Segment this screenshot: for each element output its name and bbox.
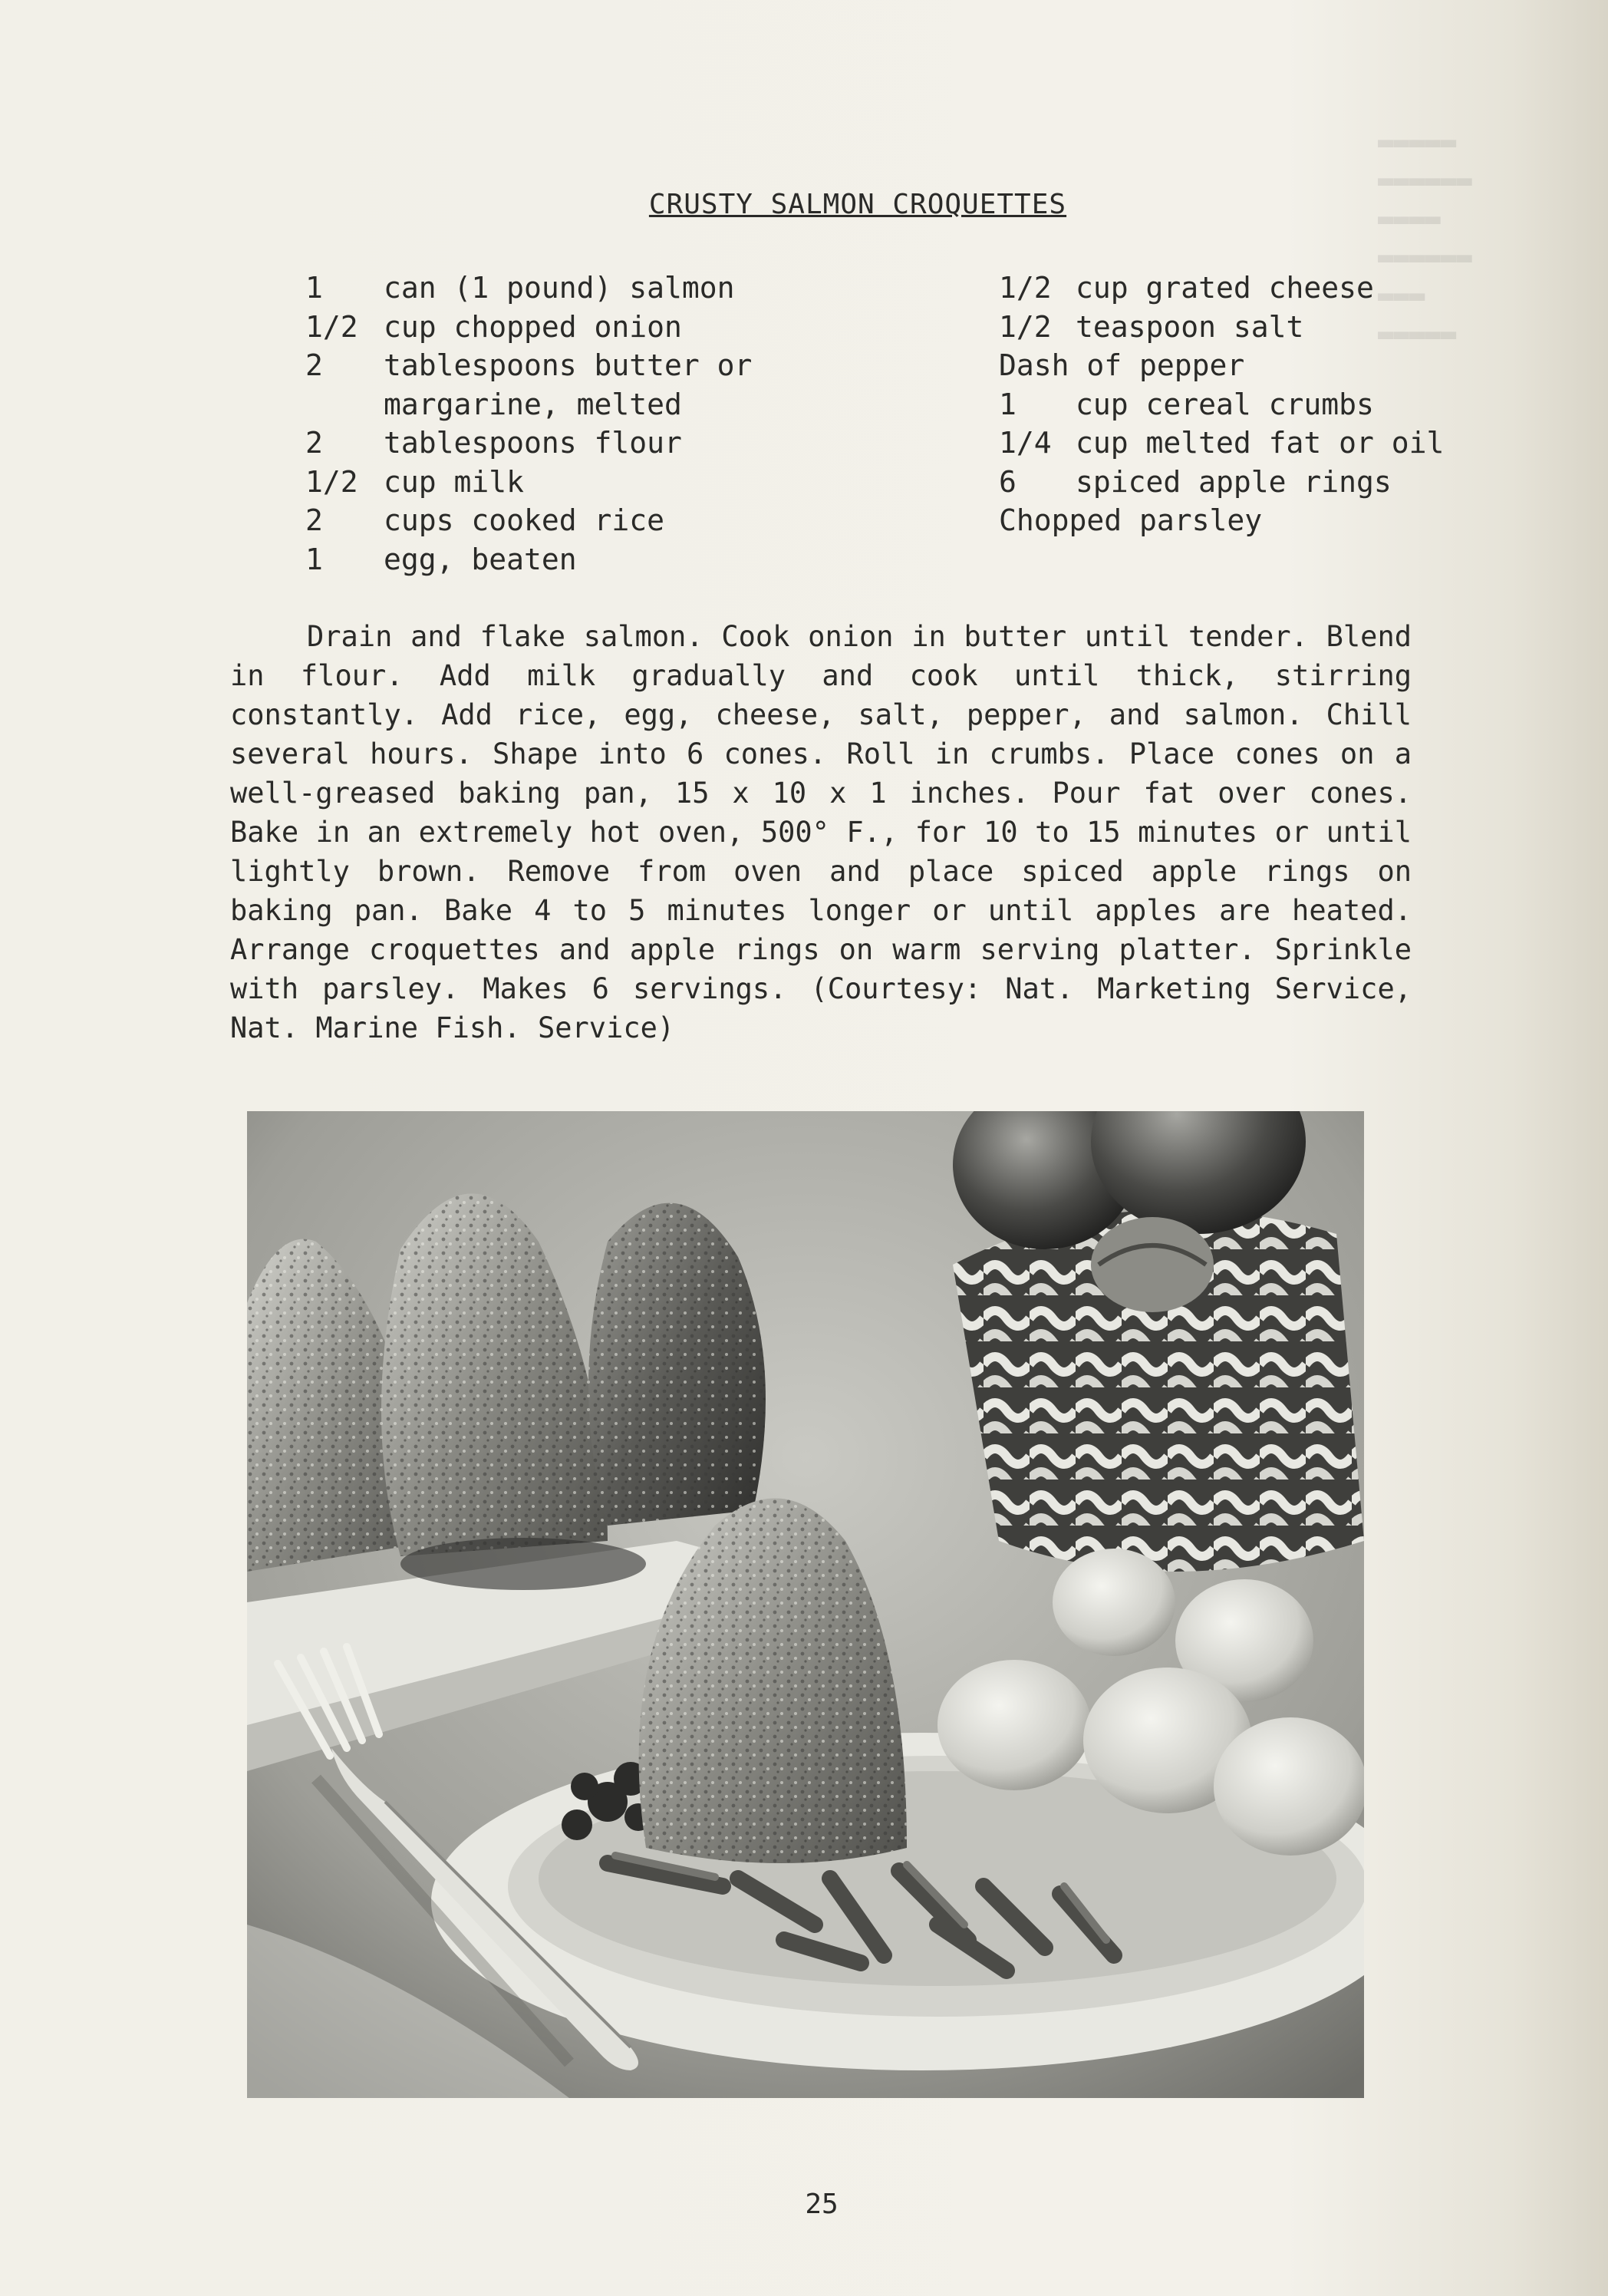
ingredient-line: [305, 463, 796, 502]
ingredient-text: tablespoons butter or: [384, 348, 753, 382]
ingredient-qty: 1: [305, 542, 323, 576]
ingredient-text: egg, beaten: [384, 542, 577, 576]
ingredient-continuation: margarine, melted: [384, 387, 682, 421]
ingredient-text: can (1 pound) salmon: [384, 271, 735, 305]
ingredient-qty: 1/2: [305, 464, 358, 499]
ingredient-line: Chopped parsley: [999, 503, 1263, 537]
ingredient-qty: 2: [305, 503, 323, 537]
ingredient-line: [305, 269, 796, 308]
page-number: 25: [805, 2189, 839, 2220]
recipe-title: CRUSTY SALMON CROQUETTES: [648, 189, 1067, 220]
ingredient-line: [305, 424, 796, 463]
ingredient-qty: 2: [305, 426, 323, 460]
ingredient-text: cup melted fat or oil: [1076, 426, 1445, 460]
ingredient-qty: 6: [999, 464, 1017, 499]
ingredient-line: Dash of pepper: [999, 348, 1245, 382]
ingredient-qty: 1: [305, 271, 323, 305]
ingredient-line: [305, 308, 796, 347]
ingredient-qty: 1/2: [305, 309, 358, 344]
recipe-directions: Drain and flake salmon. Cook onion in butter until tender. Blend in flour. Add milk gradually and cook until thick, stirring constantly. Add rice, egg, cheese, salt, pepper, and salmon. Chill several hours. Shape into 6 cones. Roll in crumbs. Place cones on a well-greased baking pan, 15 x 10 x 1 inches. Pour fat over cones. Bake in an extremely hot oven, 500° F., for 10 to 15 minutes or until lightly brown. Remove from oven and place spiced apple rings on baking pan. Bake 4 to 5 minutes longer or until apples are heated. Arrange croquettes and apple rings on warm serving platter. Sprinkle with parsley. Makes 6 servings. (Courtesy: Nat. Marketing Service, Nat. Marine Fish. Service): [230, 620, 1412, 1044]
ingredient-qty: 2: [305, 348, 323, 382]
ingredient-line: [305, 540, 796, 579]
ingredient-line: [999, 269, 1475, 308]
ingredient-line: [999, 308, 1475, 347]
ingredient-line: [999, 424, 1475, 463]
ingredient-text: spiced apple rings: [1076, 464, 1392, 499]
ingredient-line: [305, 501, 796, 540]
ingredient-text: cup milk: [384, 464, 525, 499]
ingredient-text: cup cereal crumbs: [1076, 387, 1374, 421]
food-photo: [247, 1111, 1364, 2098]
ingredient-text: cups cooked rice: [384, 503, 665, 537]
bleed-through-text: ▬▬▬▬▬ ▬▬▬▬▬▬ ▬▬▬▬ ▬▬▬▬▬▬ ▬▬▬ ▬▬▬▬▬: [1378, 127, 1472, 349]
ingredient-text: tablespoons flour: [384, 426, 682, 460]
ingredient-qty: 1: [999, 387, 1017, 421]
ingredient-qty: 1/2: [999, 271, 1052, 305]
ingredient-line: [305, 346, 796, 385]
ingredient-qty: 1/2: [999, 309, 1052, 344]
ingredient-text: teaspoon salt: [1076, 309, 1304, 344]
ingredient-qty: 1/4: [999, 426, 1052, 460]
ingredient-line: [999, 385, 1475, 424]
ingredient-text: cup chopped onion: [384, 309, 682, 344]
ingredients-left-column: [305, 269, 796, 579]
ingredients-right-column: [999, 269, 1475, 540]
ingredient-line: [999, 463, 1475, 502]
ingredient-text: cup grated cheese: [1076, 271, 1374, 305]
